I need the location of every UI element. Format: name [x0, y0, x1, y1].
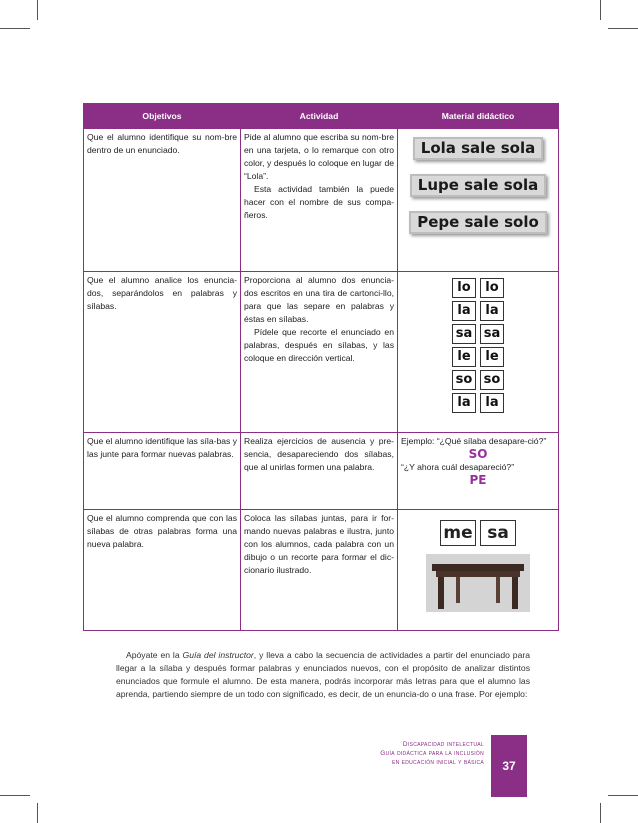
guide-title: Guía del instructor [182, 649, 254, 660]
crop-mark [0, 28, 30, 29]
actividad-cell [241, 129, 398, 272]
crop-mark [37, 803, 38, 823]
objetivo-cell: Que el alumno comprenda que con las sílabas de otras palabras forma una nueva palabra. [84, 510, 241, 631]
syllable-card: so [452, 370, 476, 390]
syllable-card: le [480, 347, 504, 367]
sentence-card: Pepe sale solo [409, 211, 547, 234]
table-row [84, 272, 559, 433]
syllable-card: le [452, 347, 476, 367]
syllable-card: la [480, 301, 504, 321]
material-cell [398, 272, 559, 433]
actividad-text: Esta actividad también la puede hacer con el nombre de sus compa-ñeros. [244, 184, 394, 220]
table-illustration [426, 554, 530, 612]
syllable-card: sa [480, 324, 504, 344]
paragraph-text: Apóyate en la [126, 649, 183, 660]
header-material: Material didáctico [398, 104, 559, 129]
missing-syllable: PE [469, 473, 487, 487]
table-row [84, 433, 559, 510]
instruction-paragraph [116, 649, 530, 702]
objetivo-cell: Que el alumno identifique su nom-bre dentro de un enunciado. [84, 129, 241, 272]
footer-line: Discapacidad intelectual [402, 741, 484, 748]
crop-mark [37, 0, 38, 20]
footer-line: Guía didáctica para la inclusión [380, 750, 484, 757]
actividad-cell: Coloca las sílabas juntas, para ir for-mando nuevas palabras e ilustra, junto con los alumnos, cada palabra con un dibujo o un recorte para formar el dic-cionario ilustrado. [241, 510, 398, 631]
syllable-card: sa [480, 520, 516, 546]
actividad-cell [241, 272, 398, 433]
activities-table [83, 103, 559, 631]
syllable-card: so [480, 370, 504, 390]
paragraph-text: , y lleva a cabo la secuencia de actividades a partir del enunciado para llegar a la sílaba y después formar palabras y enunciados nuevos, con el propósito de analizar distintos enunciados que formule el alumno. De esta manera, podrás incorporar más letras para que el alumno las aprenda, partiendo siempre de un todo con significado, es decir, de un enuncia-do o una frase. Por ejemplo: [116, 649, 530, 700]
example-question: Ejemplo: “¿Qué sílaba desapare-ció?” [401, 436, 547, 446]
crop-mark [608, 28, 638, 29]
actividad-text: Pide al alumno que escriba su nom-bre en una tarjeta, o lo remarque con otro color, y después lo coloque en lugar de “Lola”. [244, 132, 394, 181]
crop-mark [600, 803, 601, 823]
header-actividad: Actividad [241, 104, 398, 129]
table-row [84, 129, 559, 272]
material-cell [398, 510, 559, 631]
syllable-card: la [452, 301, 476, 321]
actividad-text: Proporciona al alumno dos enuncia-dos escritos en una tira de cartonci-llo, para que las separe en palabras y éstas en sílabas. [244, 275, 394, 324]
syllable-card: me [440, 520, 476, 546]
syllable-card: sa [452, 324, 476, 344]
crop-mark [608, 795, 638, 796]
page-number: 37 [491, 735, 527, 797]
syllable-card: la [452, 393, 476, 413]
sentence-card: Lola sale sola [413, 137, 543, 160]
objetivo-cell: Que el alumno identifique las síla-bas y las junte para formar nuevas palabras. [84, 433, 241, 510]
objetivo-cell: Que el alumno analice los enuncia-dos, separándolos en palabras y sílabas. [84, 272, 241, 433]
material-cell [398, 129, 559, 272]
syllable-card: la [480, 393, 504, 413]
syllable-card: lo [452, 278, 476, 298]
sentence-card: Lupe sale sola [410, 174, 546, 197]
syllable-card: lo [480, 278, 504, 298]
crop-mark [0, 795, 30, 796]
footer-line: en educación inicial y básica [391, 759, 484, 766]
table-header-row [84, 104, 559, 129]
example-question: “¿Y ahora cuál desapareció?” [401, 462, 515, 472]
crop-mark [600, 0, 601, 20]
actividad-cell: Realiza ejercicios de ausencia y pre-sencia, desapareciendo dos sílabas, que al unirlas formen una palabra. [241, 433, 398, 510]
missing-syllable: SO [468, 447, 488, 461]
header-objetivos: Objetivos [84, 104, 241, 129]
table-row [84, 510, 559, 631]
actividad-text: Pídele que recorte el enunciado en palabras, después en sílabas, y las coloque en dirección vertical. [244, 327, 394, 363]
material-cell [398, 433, 559, 510]
footer-text [380, 740, 484, 767]
